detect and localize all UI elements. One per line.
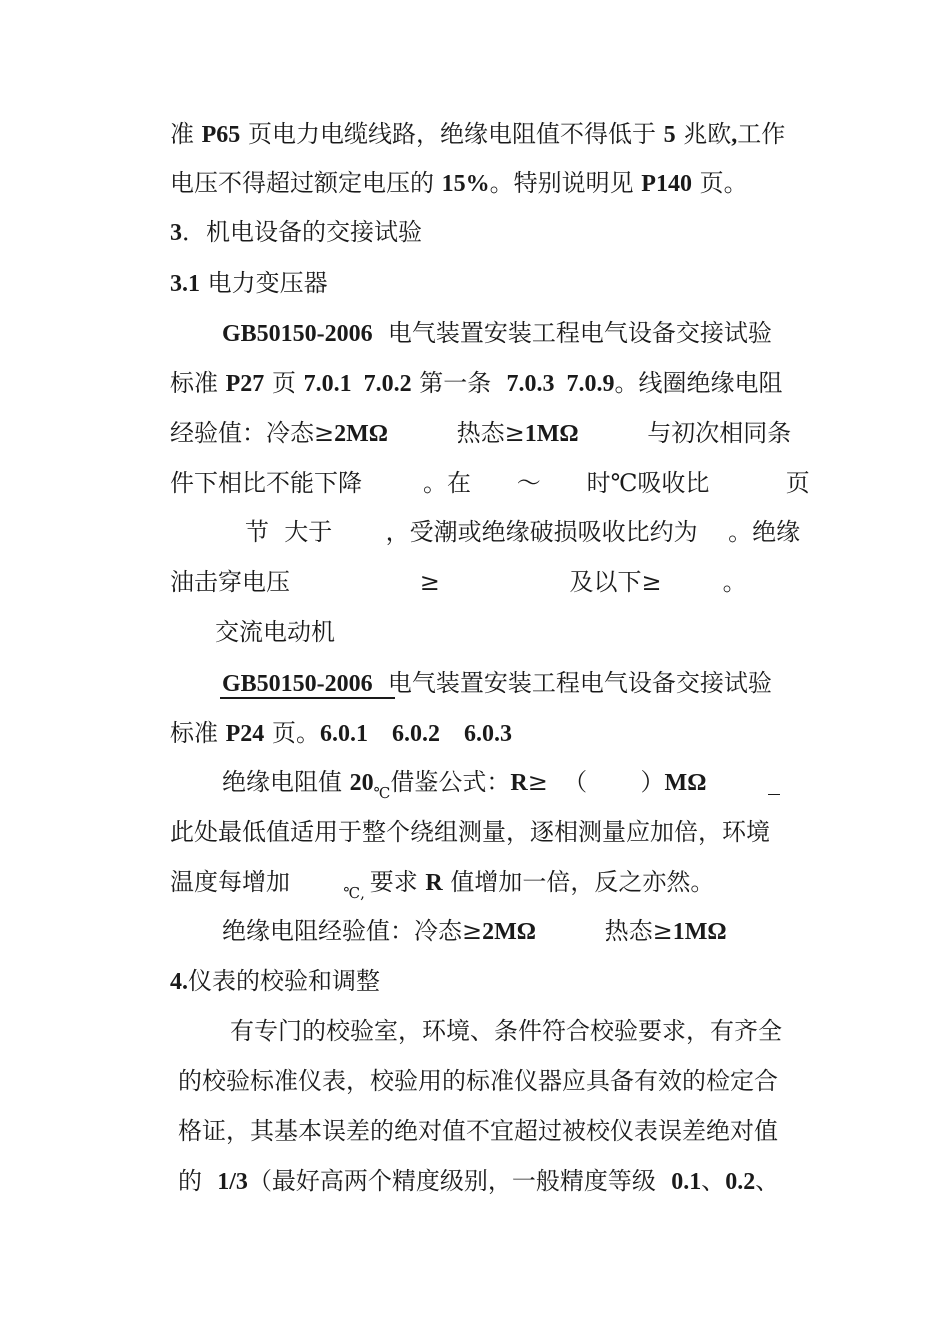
- text-segment: 7.0.1 7.0.2: [303, 371, 412, 397]
- text-segment: 值增加一倍，反之亦然。: [442, 868, 715, 896]
- text-line: [215, 617, 335, 647]
- text-segment: 20: [349, 770, 374, 796]
- text-segment: R: [510, 770, 528, 796]
- text-segment: 标准: [170, 719, 226, 747]
- text-segment: 电力变压器: [200, 269, 328, 297]
- text-segment: R: [425, 870, 443, 896]
- text-segment: 页。: [264, 719, 320, 747]
- text-segment: P27: [225, 371, 265, 397]
- text-segment: 热态≥: [387, 419, 525, 447]
- text-segment: 2MΩ: [334, 421, 388, 447]
- text-segment: 5: [663, 122, 676, 148]
- text-segment: P140: [641, 171, 692, 197]
- text-segment: ℃: [373, 784, 391, 802]
- text-segment: 要求: [369, 868, 426, 896]
- text-line: [170, 168, 748, 199]
- text-segment: 温度每增加: [170, 868, 344, 896]
- text-segment: 0.2: [725, 1169, 756, 1195]
- text-segment: P24: [225, 721, 265, 747]
- text-line: [170, 268, 328, 299]
- text-line: [178, 1116, 778, 1146]
- text-segment: P65: [201, 122, 241, 148]
- text-segment: 1MΩ: [524, 421, 579, 447]
- text-segment: 热态≥: [535, 917, 673, 945]
- text-segment: 绝缘电阻经验值：冷态≥: [222, 917, 483, 945]
- text-segment: 页。: [691, 169, 748, 197]
- text-segment: 的: [178, 1167, 218, 1195]
- text-segment: 标准: [170, 369, 226, 397]
- text-segment: 4.: [170, 969, 188, 995]
- text-line: [178, 1166, 779, 1197]
- text-line: [222, 318, 772, 349]
- text-segment: 兆欧: [675, 120, 732, 148]
- text-segment: 15%: [441, 171, 490, 197]
- text-line: [170, 217, 422, 248]
- text-segment: 与初次相同条: [578, 419, 792, 447]
- text-segment: ,: [731, 122, 738, 148]
- text-segment: （最好高两个精度级别，一般精度等级: [247, 1167, 672, 1195]
- text-line: [170, 817, 770, 847]
- stray-mark: [768, 794, 780, 795]
- standard-underline: [220, 697, 395, 699]
- text-segment: 、: [755, 1167, 780, 1195]
- text-segment: 0.1: [671, 1169, 702, 1195]
- text-segment: 准: [170, 120, 202, 148]
- text-line: [170, 119, 785, 150]
- text-segment: 6.0.1 6.0.2 6.0.3: [319, 721, 512, 747]
- text-segment: 件下相比不能下降 。在 ～ 时℃吸收比 页: [170, 469, 810, 497]
- text-segment: 仪表的校验和调整: [188, 967, 380, 995]
- text-segment: 绝缘电阻值: [222, 768, 350, 796]
- text-segment: 1/3: [217, 1169, 248, 1195]
- text-segment: 电气装置安装工程电气设备交接试验: [372, 669, 772, 697]
- text-segment: 。特别说明见: [489, 169, 642, 197]
- text-segment: 有专门的校验室，环境、条件符合校验要求，有齐全: [230, 1017, 782, 1045]
- text-segment: 节 大于 ，受潮或绝缘破损吸收比约为 。绝缘: [245, 518, 801, 546]
- text-segment: ．机电设备的交接试验: [182, 218, 422, 246]
- text-line: [222, 767, 706, 800]
- text-line: [170, 567, 747, 597]
- text-segment: 第一条: [411, 369, 507, 397]
- text-segment: 页: [264, 369, 304, 397]
- text-segment: 油击穿电压 ≥ 及以下≥ 。: [170, 568, 747, 596]
- text-segment: 3: [170, 220, 182, 246]
- text-segment: ℃,: [343, 884, 370, 902]
- text-line: [170, 718, 512, 749]
- text-line: [170, 867, 714, 900]
- text-segment: 电气装置安装工程电气设备交接试验: [372, 319, 772, 347]
- text-segment: 借鉴公式：: [390, 768, 511, 796]
- text-segment: 格证，其基本误差的绝对值不宜超过被校仪表误差绝对值: [178, 1117, 778, 1145]
- text-line: [245, 517, 800, 547]
- text-line: [222, 916, 727, 947]
- text-segment: 此处最低值适用于整个绕组测量，逐相测量应加倍，环境: [170, 818, 770, 846]
- text-line: [178, 1066, 778, 1096]
- text-segment: 、: [701, 1167, 726, 1195]
- text-line: [222, 668, 772, 699]
- text-segment: 交流电动机: [215, 618, 335, 646]
- text-segment: ≥ （ ）: [527, 768, 665, 796]
- text-segment: 的校验标准仪表，校验用的标准仪器应具备有效的检定合: [178, 1067, 778, 1095]
- text-line: [170, 468, 810, 498]
- text-segment: 1MΩ: [672, 919, 727, 945]
- text-segment: 工作: [737, 120, 786, 148]
- text-line: [170, 966, 380, 997]
- text-segment: 2MΩ: [482, 919, 536, 945]
- text-segment: MΩ: [664, 770, 707, 796]
- text-line: [170, 368, 782, 399]
- text-segment: GB50150-2006: [222, 671, 373, 697]
- text-segment: 3.1: [170, 271, 200, 297]
- text-line: [170, 418, 791, 449]
- text-segment: 7.0.3 7.0.9: [506, 371, 615, 397]
- text-line: [230, 1016, 782, 1046]
- text-segment: 页电力电缆线路，绝缘电阻值不得低于: [240, 120, 664, 148]
- text-segment: 。线圈绝缘电阻: [614, 369, 783, 397]
- text-segment: GB50150-2006: [222, 321, 373, 347]
- text-segment: 电压不得超过额定电压的: [170, 169, 442, 197]
- text-segment: 经验值：冷态≥: [170, 419, 335, 447]
